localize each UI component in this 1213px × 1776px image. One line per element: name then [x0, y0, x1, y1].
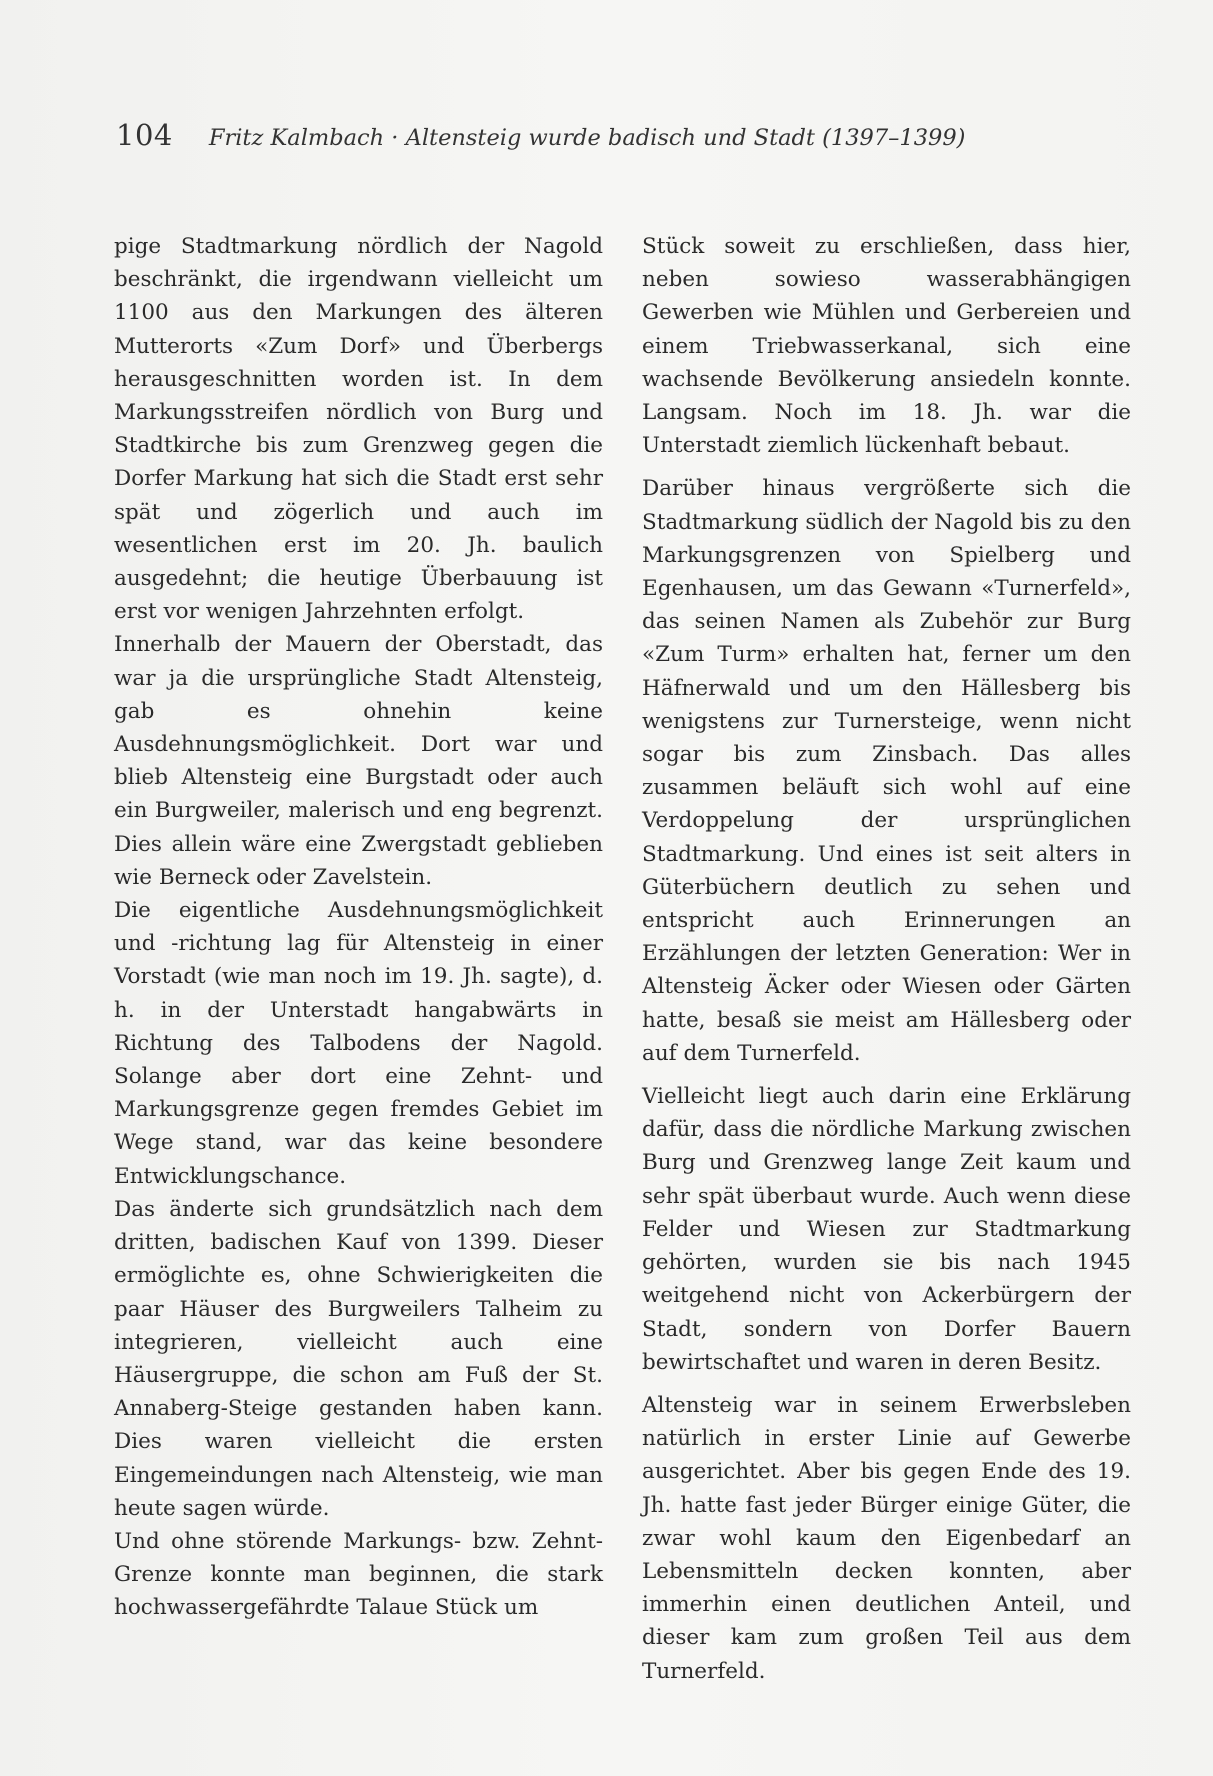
page-number: 104 — [116, 118, 173, 152]
paragraph: Innerhalb der Mauern der Oberstadt, das war ja die ursprüngliche Stadt Altensteig, gab es ohnehin keine Ausdehnungsmöglichkeit. Dort war und blieb Altensteig eine Burgstadt oder auch ein Burgweiler, malerisch und eng begrenzt. Dies allein wäre eine Zwergstadt geblieben wie Berneck oder Zavelstein. — [114, 632, 603, 890]
paragraph: Die eigentliche Ausdehnungsmöglichkeit und -richtung lag für Altensteig in einer Vorstadt (wie man noch im 19. Jh. sagte), d. h. in der Unterstadt hangabwärts in Richtung des Talbodens der Nagold. Solange aber dort eine Zehnt- und Markungsgrenze gegen fremdes Gebiet im Wege stand, war das keine besondere Entwicklungschance. — [114, 898, 603, 1189]
paragraph: Das änderte sich grundsätzlich nach dem dritten, badischen Kauf von 1399. Dieser ermöglichte es, ohne Schwierigkeiten die paar Häuser des Burgweilers Talheim zu integrieren, vielleicht auch eine Häusergruppe, die schon am Fuß der St. Annaberg-Steige gestanden haben kann. Dies waren vielleicht die ersten Eingemeindungen nach Altensteig, wie man heute sagen würde. — [114, 1196, 603, 1521]
paragraph: Vielleicht liegt auch darin eine Erklärung dafür, dass die nördliche Markung zwischen Burg und Grenzweg lange Zeit kaum und sehr spät überbaut wurde. Auch wenn diese Felder und Wiesen zur Stadtmarkung gehörten, wurden sie bis nach 1945 weitgehend nicht von Ackerbürgern der Stadt, sondern von Dorfer Bauern bewirtschaftet und waren in deren Besitz. — [642, 1084, 1131, 1375]
paragraph: Und ohne störende Markungs- bzw. Zehnt-Grenze konnte man beginnen, die stark hochwassergefährdte Talaue Stück um — [114, 1528, 603, 1621]
right-column — [642, 230, 1131, 1688]
paragraph: Altensteig war in seinem Erwerbsleben natürlich in erster Linie auf Gewerbe ausgerichtet. Aber bis gegen Ende des 19. Jh. hatte fast jeder Bürger einige Güter, die zwar wohl kaum den Eigenbedarf an Lebensmitteln decken konnten, aber immerhin einen deutlichen Anteil, und dieser kam zum großen Teil aus dem Turnerfeld. — [642, 1392, 1131, 1684]
paragraph: Darüber hinaus vergrößerte sich die Stadtmarkung südlich der Nagold bis zu den Markungsgrenzen von Spielberg und Egenhausen, um das Gewann «Turnerfeld», das seinen Namen als Zubehör zur Burg «Zum Turm» erhalten hat, ferner um den Häfnerwald und um den Hällesberg bis wenigstens zur Turnersteige, wenn nicht sogar bis zum Zinsbach. Das alles zusammen beläuft sich wohl auf eine Verdoppelung der ursprünglichen Stadtmarkung. Und eines ist seit alters in Güterbüchern deutlich zu sehen und entspricht auch Erinnerungen an Erzählungen der letzten Generation: Wer in Altensteig Äcker oder Wiesen oder Gärten hatte, besaß sie meist am Hällesberg oder auf dem Turnerfeld. — [642, 476, 1131, 1066]
running-head: Fritz Kalmbach · Altensteig wurde badisch und Stadt (1397–1399) — [208, 125, 966, 151]
paragraph: Stück soweit zu erschließen, dass hier, neben sowieso wasserabhängigen Gewerben wie Mühlen und Gerbereien und einem Triebwasserkanal, sich eine wachsende Bevölkerung ansiedeln konnte. Langsam. Noch im 18. Jh. war die Unterstadt ziemlich lückenhaft bebaut. — [642, 234, 1131, 459]
page-header — [116, 118, 1096, 158]
left-column — [114, 230, 603, 1625]
paragraph: pige Stadtmarkung nördlich der Nagold beschränkt, die irgendwann vielleicht um 1100 aus den Markungen des älteren Mutterorts «Zum Dorf» und Überbergs herausgeschnitten worden ist. In dem Markungsstreifen nördlich von Burg und Stadtkirche bis zum Grenzweg gegen die Dorfer Markung hat sich die Stadt erst sehr spät und zögerlich und auch im wesentlichen erst im 20. Jh. baulich ausgedehnt; die heutige Überbauung ist erst vor wenigen Jahrzehnten erfolgt. — [114, 234, 603, 625]
